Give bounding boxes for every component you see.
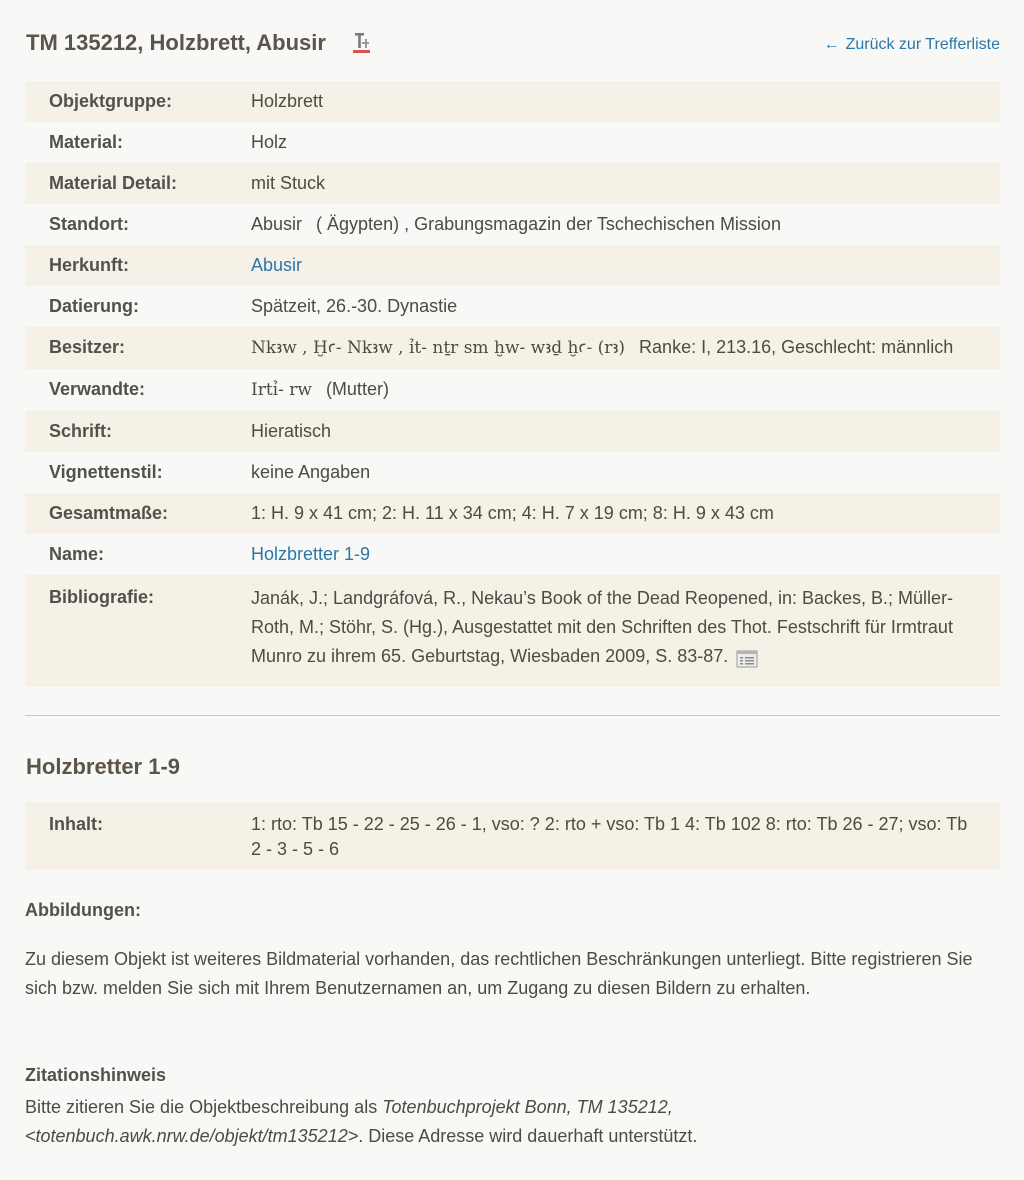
detail-value [251,534,1000,575]
detail-row-gesamtmasse [25,493,1000,534]
section-title: Holzbretter 1-9 [26,754,181,779]
detail-row-standort [25,204,1000,245]
detail-label: Bibliografie: [49,587,155,607]
citation-prefix: Bitte zitieren Sie die Objektbeschreibung als [25,1097,383,1117]
detail-label: Material Detail: [49,173,178,193]
detail-row-material [25,122,1000,163]
detail-row-name [25,534,1000,575]
detail-value: Holz [251,132,288,152]
detail-value [251,369,1000,411]
detail-value: Hieratisch [251,421,332,441]
detail-row-objektgruppe [25,81,1000,122]
inhalt-label: Inhalt: [49,814,103,834]
back-to-results-label: Zurück zur Trefferliste [845,36,1000,53]
standort-rest: , Grabungsmagazin der Tschechischen Mission [404,214,781,234]
detail-value [251,245,1000,286]
bibliography-details-icon[interactable] [736,648,758,666]
arrow-left-icon: ← [823,36,840,53]
detail-row-vignettenstil [25,452,1000,493]
abbildungen-heading: Abbildungen: [25,900,141,920]
detail-row-schrift [25,411,1000,452]
besitzer-transliteration: Nkꜣw , Ḫꜥ- Nkꜣw , ỉt- nṯr sm ḫw- wꜣḏ ḫꜥ- (rꜣ) [251,338,626,358]
detail-label: Datierung: [49,296,139,316]
citation-heading: Zitationshinweis [25,1065,167,1085]
detail-value: Holzbrett [251,91,324,111]
detail-label: Schrift: [49,421,112,441]
detail-label: Objektgruppe: [49,91,173,111]
name-link[interactable]: Holzbretter 1-9 [251,544,371,564]
herkunft-link[interactable]: Abusir [251,255,303,275]
detail-row-material-detail [25,163,1000,204]
citation-reference: Totenbuchprojekt Bonn, TM 135212, <totenbuch.awk.nrw.de/objekt/tm135212> [25,1097,673,1146]
abbildungen-text: Zu diesem Objekt ist weiteres Bildmaterial vorhanden, das rechtlichen Beschränkungen unterliegt. Bitte registrieren Sie sich bzw. melden Sie sich mit Ihrem Benutzernamen an, um Zugang zu diesen Bildern zu erhalten. [25,949,973,998]
page-title [26,30,372,56]
detail-row-verwandte [25,369,1000,411]
detail-label: Standort: [49,214,129,234]
detail-value: Spätzeit, 26.-30. Dynastie [251,296,458,316]
standort-place: Abusir [251,214,303,234]
page-title-text: TM 135212, Holzbrett, Abusir [26,30,326,55]
verwandte-relation: (Mutter) [325,379,389,399]
detail-value [251,204,1000,245]
detail-value: mit Stuck [251,173,326,193]
pdf-export-icon[interactable] [352,31,372,55]
detail-label: Verwandte: [49,379,146,399]
inhalt-value: 1: rto: Tb 15 - 22 - 25 - 26 - 1, vso: ? 2: rto + vso: Tb 1 4: Tb 102 8: rto: Tb 26 - 27; vso: Tb 2 - 3 - 5 - 6 [251,814,968,859]
detail-label: Material: [49,132,124,152]
detail-value [251,327,1000,369]
citation-suffix: . Diese Adresse wird dauerhaft unterstützt. [358,1126,698,1146]
detail-value [251,575,1000,687]
object-details-table [25,81,1000,687]
back-to-results-link[interactable] [824,36,1000,54]
besitzer-ranke: Ranke: I, 213.16, Geschlecht: männlich [639,337,954,357]
section-content-table [25,802,1000,870]
detail-row-inhalt [25,802,1000,870]
detail-row-datierung [25,286,1000,327]
citation-text [25,1093,1000,1151]
section-divider [25,715,1000,716]
detail-label: Vignettenstil: [49,462,163,482]
detail-row-herkunft [25,245,1000,286]
detail-label: Gesamtmaße: [49,503,169,523]
detail-row-bibliografie [25,575,1000,687]
detail-label: Name: [49,544,105,564]
detail-value: 1: H. 9 x 41 cm; 2: H. 11 x 34 cm; 4: H. 7 x 19 cm; 8: H. 9 x 43 cm [251,503,774,523]
bibliografie-text: Janák, J.; Landgráfová, R., Nekau’s Book of the Dead Reopened, in: Backes, B.; Müller-Roth, M.; Stöhr, S. (Hg.), Ausgestattet mit den Schriften des Thot. Festschrift für Irmtraut Munro zu ihrem 65. Geburtstag, Wiesbaden 2009, S. 83-87. [251,588,954,666]
detail-label: Herkunft: [49,255,129,275]
detail-label: Besitzer: [49,337,126,357]
standort-country: ( Ägypten) [316,214,400,234]
verwandte-transliteration: Irtỉ- rw [251,380,312,400]
detail-row-besitzer [25,327,1000,369]
detail-value: keine Angaben [251,462,371,482]
